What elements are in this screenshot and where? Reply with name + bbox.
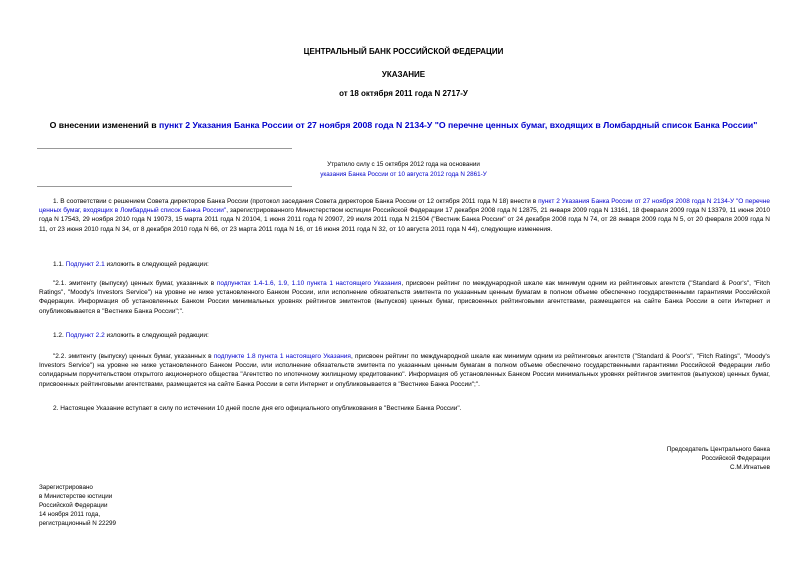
paragraph-1-2 bbox=[53, 331, 770, 340]
paragraph-2: 2. Настоящее Указание вступает в силу по истечении 10 дней после дня его официального опубликования в "Вестнике Банка России". bbox=[53, 405, 462, 412]
title-prefix: О внесении изменений в bbox=[49, 120, 159, 130]
quote-2-1-text-b: , присвоен рейтинг по международной шкале как минимум одним из рейтинговых агентств ("Standard & Poor's", "Fitch Ratings", "Moody's Investors Service") на уровне не ниже установленного Банком России, или исполнение обязательств эмитента по указанным ценным бумагам в полном объеме обеспечено государственными гарантиями Российской Федерации. Информация об установленных Банком России минимальных уровнях рейтингов эмитентов (выпусков) ценных бумаг, присвоенных рейтинговыми агентствами, размещается на сайте Банка России в сети Интернет и опубликовывается в "Вестнике Банка России";". bbox=[39, 280, 771, 315]
document-title bbox=[0, 120, 807, 130]
divider-top bbox=[37, 148, 292, 149]
registration-line-1: Зарегистрировано bbox=[39, 484, 93, 491]
registration-line-2: в Министерстве юстиции bbox=[39, 493, 113, 500]
status-link-line bbox=[0, 170, 807, 179]
paragraph-1-link[interactable]: пункт 2 Указания Банка России от 27 ноября 2008 года N 2134-У "О перечне ценных бумаг, входящих в Ломбардный список Банка России" bbox=[39, 198, 770, 215]
divider-bottom bbox=[37, 186, 292, 187]
quote-2-2-link[interactable]: подпункте 1.8 пункта 1 настоящего Указания bbox=[213, 353, 351, 360]
paragraph-1-1-suffix: изложить в следующей редакции: bbox=[104, 261, 209, 268]
paragraph-1-1-prefix: 1.1. bbox=[53, 261, 66, 268]
registration-line-4: 14 ноября 2011 года, bbox=[39, 511, 101, 518]
paragraph-1-1 bbox=[53, 260, 770, 269]
paragraph-1-text-b: , зарегистрированного Министерством юстиции Российской Федерации 17 декабря 2008 года N 12875, 21 января 2009 года N 13161, 18 февраля 2009 года N 13379, 11 июня 2010 года N 17543, 29 ноября 2010 года N 19073, 15 марта 2011 года N 20104, 1 июня 2011 года N 20907, 29 июля 2011 года N 21504 ("Вестник Банка России" от 24 декабря 2008 года N 74, от 28 января 2009 года N 5, от 20 февраля 2009 года N 11, от 23 июня 2010 года N 34, от 8 декабря 2010 года N 66, от 23 марта 2011 года N 16, от 16 июня 2011 года N 32, от 10 августа 2011 года N 44), следующие изменения. bbox=[39, 207, 770, 233]
status-line: Утратило силу с 15 октября 2012 года на основании bbox=[327, 161, 480, 168]
paragraph-1-2-prefix: 1.2. bbox=[53, 332, 66, 339]
signature-name: С.М.Игнатьев bbox=[730, 464, 770, 471]
registration-block bbox=[39, 483, 239, 528]
signature-country: Российской Федерации bbox=[701, 455, 770, 462]
quote-2-1-link[interactable]: подпунктах 1.4-1.6, 1.9, 1.10 пункта 1 настоящего Указания bbox=[216, 280, 402, 287]
subpoint-2-1-link[interactable]: Подпункт 2.1 bbox=[65, 261, 105, 268]
quote-2-1-text-a: "2.1. эмитенту (выпуску) ценных бумаг, указанных в bbox=[53, 280, 217, 287]
subpoint-2-2-link[interactable]: Подпункт 2.2 bbox=[65, 332, 105, 339]
title-link[interactable]: пункт 2 Указания Банка России от 27 ноября 2008 года N 2134-У "О перечне ценных бумаг, входящих в Ломбардный список Банка России" bbox=[158, 120, 758, 130]
status-link[interactable]: указания Банка России от 10 августа 2012 года N 2861-У bbox=[320, 171, 487, 178]
paragraph-1-2-suffix: изложить в следующей редакции: bbox=[104, 332, 209, 339]
registration-line-3: Российской Федерации bbox=[39, 502, 108, 509]
document-date: от 18 октября 2011 года N 2717-У bbox=[339, 89, 468, 98]
bank-name: ЦЕНТРАЛЬНЫЙ БАНК РОССИЙСКОЙ ФЕДЕРАЦИИ bbox=[303, 47, 504, 56]
signature-block bbox=[570, 445, 770, 472]
paragraph-1-text-a: 1. В соответствии с решением Совета директоров Банка России (протокол заседания Совета директоров Банка России от 12 октября 2011 года N 18) внести в bbox=[53, 198, 539, 205]
signature-position: Председатель Центрального банка bbox=[666, 446, 770, 453]
quote-2-2-text-b: , присвоен рейтинг по международной шкале как минимум одним из рейтинговых агентств ("Standard & Poor's", "Fitch Ratings", "Moody's Investors Service") на уровне не ниже установленного Банком России, или исполнение обязательств эмитента по указанным ценным бумагам в полном объеме обеспечено государственными гарантиями Российской Федерации либо солидарным поручительством открытого акционерного общества "Агентство по ипотечному жилищному кредитованию". Информация об установленных Банком России минимальных уровнях рейтингов эмитентов (выпусков) ценных бумаг, присвоенных рейтинговыми агентствами, размещается на сайте Банка России в сети Интернет и опубликовывается в "Вестнике Банка России";". bbox=[39, 353, 770, 388]
paragraph-1 bbox=[39, 197, 770, 234]
quote-2-2 bbox=[39, 352, 770, 389]
document-type: УКАЗАНИЕ bbox=[381, 70, 426, 79]
registration-line-5: регистрационный N 22299 bbox=[39, 520, 117, 527]
quote-2-2-text-a: "2.2. эмитенту (выпуску) ценных бумаг, указанных в bbox=[53, 353, 214, 360]
quote-2-1 bbox=[39, 279, 770, 316]
